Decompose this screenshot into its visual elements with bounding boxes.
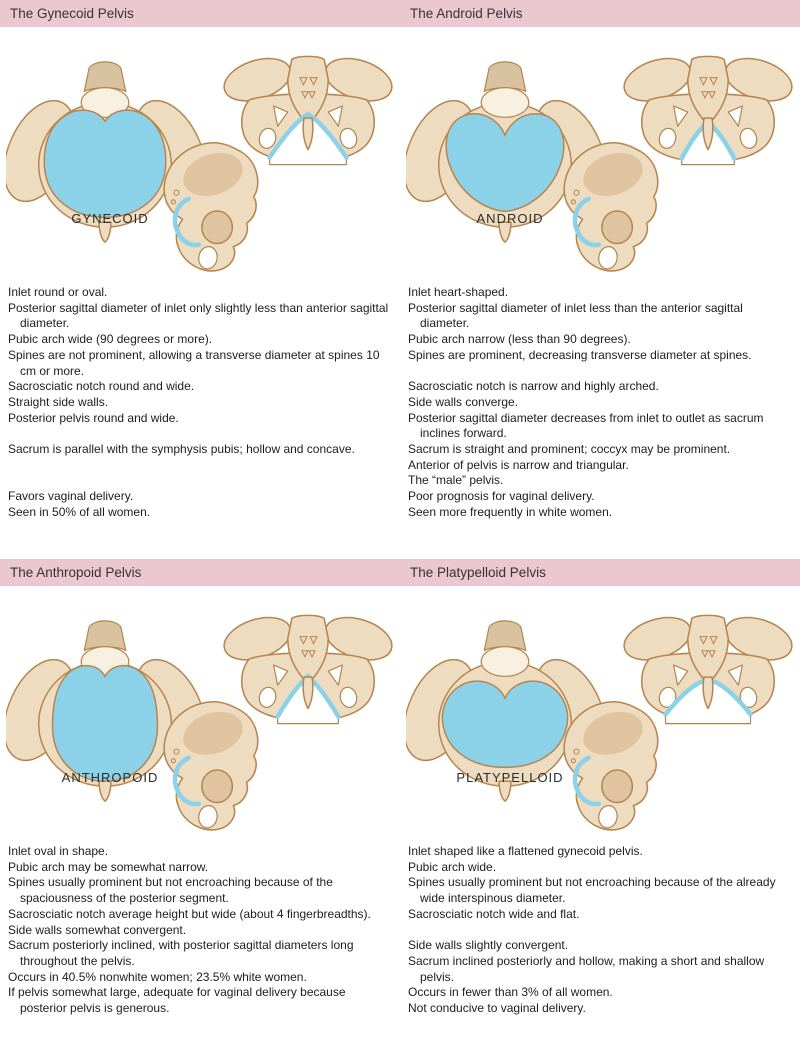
description-line: Anterior of pelvis is narrow and triangular. [408,457,629,472]
pelvis-type-label: GYNECOID [71,211,149,226]
blank-line [8,473,392,489]
section-title: The Anthropoid Pelvis [10,565,142,580]
description-line: Side walls somewhat convergent. [8,922,187,937]
quadrant-android [400,0,800,559]
description-line: Poor prognosis for vaginal delivery. [408,489,595,504]
description-line: Occurs in 40.5% nonwhite women; 23.5% white women. [8,969,307,984]
pelvic-inlet-shape [44,110,166,217]
section-header [0,0,400,27]
description-line: Inlet oval in shape. [8,844,109,858]
description-line: Posterior sagittal diameter of inlet only slightly less than anterior sagittal diameter. [8,300,389,331]
description-line: Favors vaginal delivery. [8,489,134,504]
description-line: Sacrosciatic notch is narrow and highly arched. [408,379,659,394]
description-line: Pubic arch wide (90 degrees or more). [8,332,213,347]
description-line: Sacrosciatic notch round and wide. [8,379,195,394]
description-line: Occurs in fewer than 3% of all women. [408,985,613,1000]
description-line: Sacrosciatic notch average height but wide (about 4 fingerbreadths). [8,906,371,921]
description-line: Posterior sagittal diameter decreases from inlet to outlet as sacrum inclines forward. [408,410,764,441]
description-line: Spines usually prominent but not encroaching because of the already wide interspinous diameter. [408,875,776,906]
figure-area [400,27,800,285]
quadrant-gynecoid [0,0,400,559]
blank-line [408,923,792,939]
blank-line [8,426,392,442]
description-line: Side walls converge. [408,394,519,409]
figure-area [400,586,800,844]
description-line: If pelvis somewhat large, adequate for vaginal delivery because posterior pelvis is generous. [8,985,346,1016]
pelvic-inlet-shape [53,666,158,782]
blank-line [408,364,792,380]
description-line: Inlet shaped like a flattened gynecoid pelvis. [408,844,643,858]
description-line: Pubic arch may be somewhat narrow. [8,859,209,874]
description-line: Inlet round or oval. [8,285,108,299]
description-line: Spines usually prominent but not encroaching because of the spaciousness of the posterior segment. [8,875,333,906]
section-title: The Gynecoid Pelvis [10,6,134,21]
description-line: Sacrum is parallel with the symphysis pubis; hollow and concave. [8,442,355,457]
description-line: Side walls slightly convergent. [408,938,569,953]
description-line: Sacrum is straight and prominent; coccyx may be prominent. [408,442,731,457]
description-list [400,844,798,1017]
blank-line [8,458,392,474]
pelvis-type-label: ANTHROPOID [61,770,159,785]
description-line: Posterior sagittal diameter of inlet less than the anterior sagittal diameter. [408,300,743,331]
section-header [0,559,400,586]
figure-area [0,586,400,844]
description-line: Seen more frequently in white women. [408,504,613,519]
description-line: The “male” pelvis. [408,473,504,488]
pelvis-type-label: ANDROID [476,211,544,226]
description-line: Posterior pelvis round and wide. [8,410,179,425]
description-line: Straight side walls. [8,394,109,409]
section-title: The Platypelloid Pelvis [410,565,546,580]
description-line: Pubic arch narrow (less than 90 degrees). [408,332,631,347]
description-line: Spines are not prominent, allowing a transverse diameter at spines 10 cm or more. [8,347,380,378]
description-line: Pubic arch wide. [408,859,497,874]
description-line: Inlet heart-shaped. [408,285,509,299]
figure-area [0,27,400,285]
quadrant-anthropoid [0,559,400,1038]
description-line: Sacrosciatic notch wide and flat. [408,906,580,921]
section-title: The Android Pelvis [410,6,523,21]
quadrant-platypelloid [400,559,800,1038]
pelvis-type-label: PLATYPELLOID [456,770,564,785]
description-line: Not conducive to vaginal delivery. [408,1001,586,1016]
description-list [0,285,398,521]
section-header [400,559,800,586]
description-list [400,285,798,521]
section-header [400,0,800,27]
description-line: Sacrum posteriorly inclined, with posterior sagittal diameters long throughout the pelvis. [8,938,354,968]
description-list [0,844,398,1017]
description-line: Seen in 50% of all women. [8,504,151,519]
description-line: Sacrum inclined posteriorly and hollow, making a short and shallow pelvis. [408,953,765,984]
description-line: Spines are prominent, decreasing transverse diameter at spines. [408,347,752,362]
